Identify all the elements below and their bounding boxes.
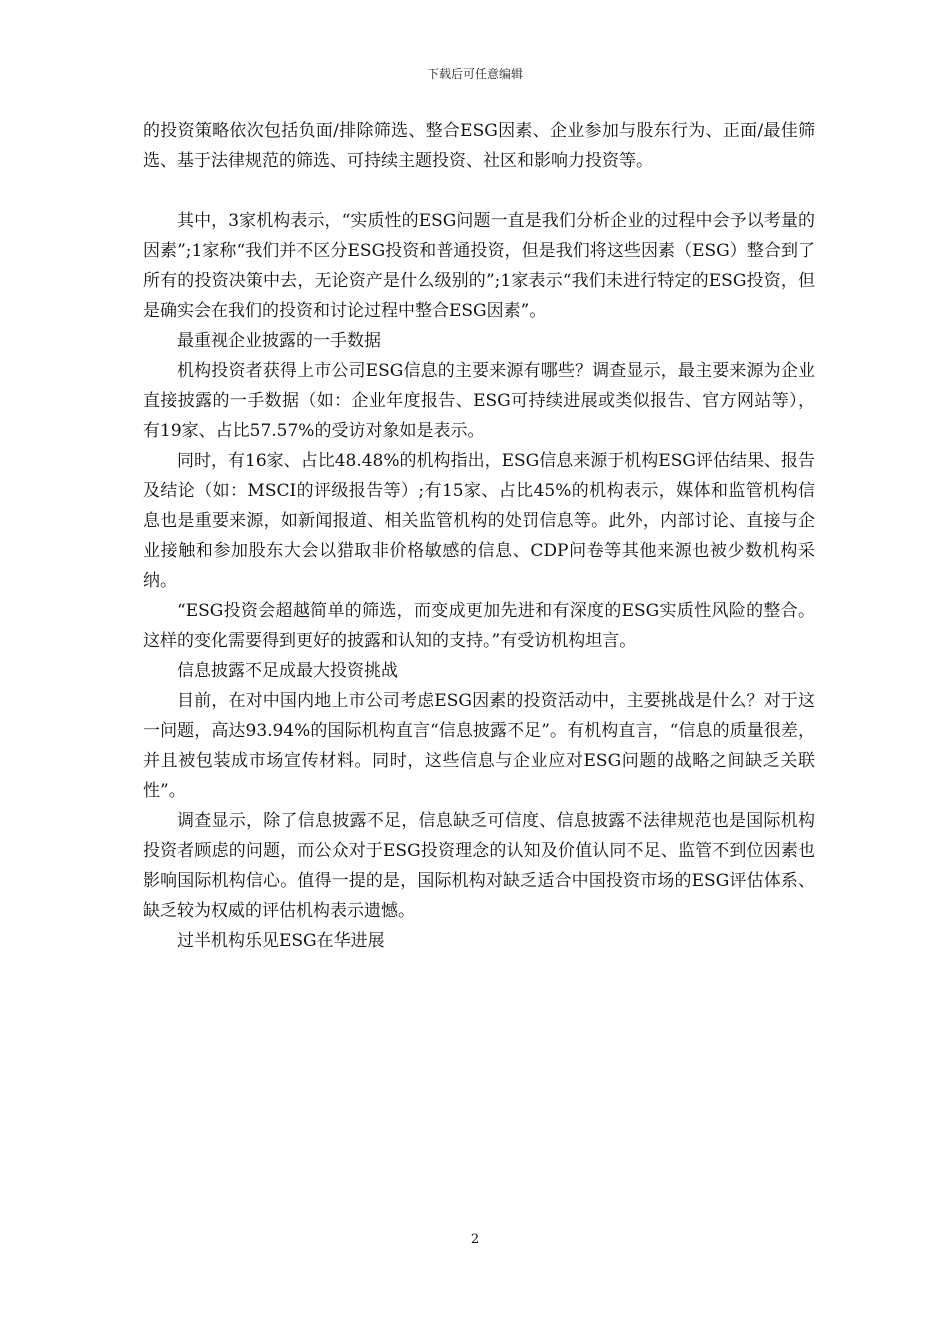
- paragraph-strategies: 的投资策略依次包括负面/排除筛选、整合ESG因素、企业参加与股东行为、正面/最佳筛选、基于法律规范的筛选、可持续主题投资、社区和影响力投资等。: [143, 121, 815, 171]
- document-body: [143, 116, 815, 956]
- paragraph-survey-concerns: 调查显示，除了信息披露不足，信息缺乏可信度、信息披露不法律规范也是国际机构投资者顾虑的问题，而公众对于ESG投资理念的认知及价值认同不足、监管不到位因素也影响国际机构信心。值得一提的是，国际机构对缺乏适合中国投资市场的ESG评估体系、缺乏较为权威的评估机构表示遗憾。: [143, 811, 815, 921]
- section-heading-first-hand-data: 最重视企业披露的一手数据: [177, 331, 381, 351]
- page-number: 2: [470, 1232, 480, 1247]
- section-heading-disclosure-challenge: 信息披露不足成最大投资挑战: [177, 661, 398, 681]
- paragraph-info-sources: 机构投资者获得上市公司ESG信息的主要来源有哪些？调查显示，最主要来源为企业直接披露的一手数据（如：企业年度报告、ESG可持续进展或类似报告、官方网站等），有19家、占比57.57%的受访对象如是表示。: [143, 361, 815, 441]
- paragraph-main-challenge: 目前，在对中国内地上市公司考虑ESG因素的投资活动中，主要挑战是什么？对于这一问题，高达93.94%的国际机构直言“信息披露不足”。有机构直言，“信息的质量很差，并且被包装成市场宣传材料。同时，这些信息与企业应对ESG问题的战略之间缺乏关联性”。: [143, 691, 815, 801]
- section-heading-esg-progress: 过半机构乐见ESG在华进展: [177, 931, 385, 951]
- paragraph-institution-quotes: 其中，3家机构表示，“实质性的ESG问题一直是我们分析企业的过程中会予以考量的因素”;1家称“我们并不区分ESG投资和普通投资，但是我们将这些因素（ESG）整合到了所有的投资决策中去，无论资产是什么级别的”;1家表示“我们未进行特定的ESG投资，但是确实会在我们的投资和讨论过程中整合ESG因素”。: [143, 211, 815, 321]
- page-header: 下载后可任意编辑: [426, 67, 523, 81]
- paragraph-other-sources: 同时，有16家、占比48.48%的机构指出，ESG信息来源于机构ESG评估结果、报告及结论（如：MSCI的评级报告等）;有15家、占比45%的机构表示，媒体和监管机构信息也是重要来源，如新闻报道、相关监管机构的处罚信息等。此外，内部讨论、直接与企业接触和参加股东大会以猎取非价格敏感的信息、CDP问卷等其他来源也被少数机构采纳。: [143, 451, 815, 591]
- paragraph-interview-quote: “ESG投资会超越简单的筛选，而变成更加先进和有深度的ESG实质性风险的整合。这样的变化需要得到更好的披露和认知的支持。”有受访机构坦言。: [143, 601, 815, 651]
